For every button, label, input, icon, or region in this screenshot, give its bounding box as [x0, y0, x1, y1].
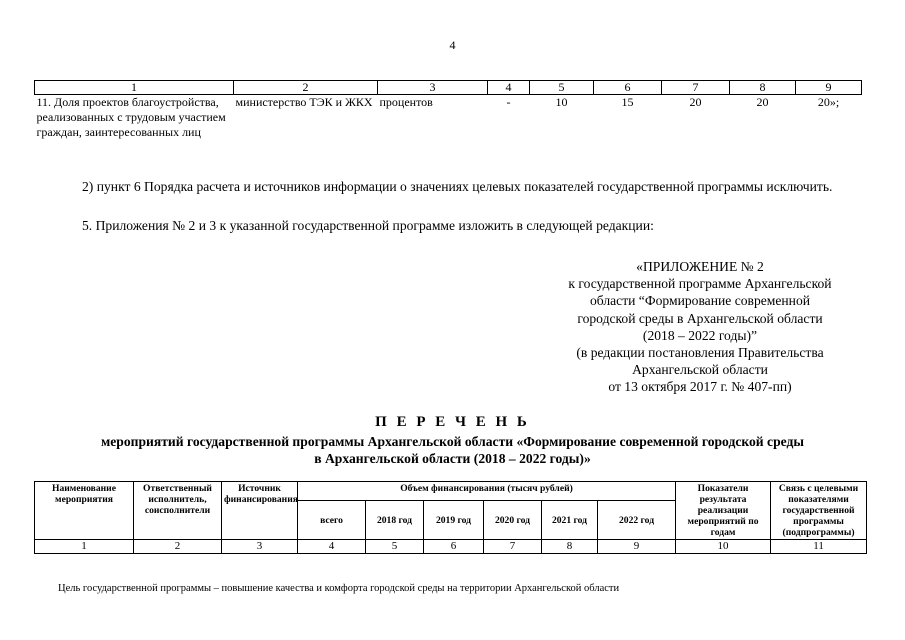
- header-executor: Ответственный исполнитель, соисполнители: [134, 482, 222, 540]
- column-number: 7: [484, 540, 542, 554]
- indicators-table: [34, 80, 862, 140]
- column-number: 9: [796, 81, 862, 95]
- column-number: 9: [598, 540, 676, 554]
- value-2022-cell: 20»;: [817, 95, 840, 109]
- value-2018-cell: 10: [555, 95, 568, 109]
- page-number: 4: [449, 38, 456, 52]
- header-year-2018: 2018 год: [366, 501, 424, 540]
- column-number: 1: [35, 81, 234, 95]
- appendix-line: от 13 октября 2017 г. № 407-пп): [608, 379, 792, 395]
- appendix-line: «ПРИЛОЖЕНИЕ № 2: [636, 259, 764, 274]
- header-funding-volume: Объем финансирования (тысяч рублей): [298, 482, 676, 501]
- column-number: 2: [234, 81, 378, 95]
- program-goal: Цель государственной программы – повышение качества и комфорта городской среды на территории Архангельской области: [58, 583, 620, 594]
- table-header-row: [35, 482, 867, 501]
- appendix-line: городской среды в Архангельской области: [577, 310, 823, 326]
- subtitle-line: мероприятий государственной программы Архангельской области «Формирование современной городской среды: [101, 434, 804, 449]
- appendix-header: [520, 258, 880, 396]
- header-measure-name: Наименование мероприятия: [35, 482, 134, 540]
- header-year-2019: 2019 год: [424, 501, 484, 540]
- value-2021-cell: 20: [756, 95, 769, 109]
- appendix-line: к государственной программе Архангельской: [568, 276, 832, 292]
- subtitle-line: в Архангельской области (2018 – 2022 годы)»: [314, 451, 591, 466]
- column-number: 8: [730, 81, 796, 95]
- header-year-2021: 2021 год: [542, 501, 598, 540]
- header-year-2022: 2022 год: [598, 501, 676, 540]
- header-target-link: Связь с целевыми показателями государственной программы (подпрограммы): [771, 482, 867, 540]
- column-numbers-row: [35, 540, 867, 554]
- column-number: 5: [530, 81, 594, 95]
- column-number: 7: [662, 81, 730, 95]
- value-2020-cell: 20: [689, 95, 702, 109]
- document-title: П Е Р Е Ч Е Н Ь: [375, 414, 530, 430]
- column-number: 1: [35, 540, 134, 554]
- value-2019-cell: 15: [621, 95, 634, 109]
- measures-table: [34, 481, 867, 554]
- column-number: 5: [366, 540, 424, 554]
- header-funding-source: Источник финансирования: [222, 482, 298, 540]
- appendix-line: области “Формирование современной: [589, 293, 811, 309]
- column-number: 8: [542, 540, 598, 554]
- column-number: 3: [222, 540, 298, 554]
- document-subtitle: [40, 433, 865, 467]
- column-number: 6: [594, 81, 662, 95]
- appendix-line: Архангельской области: [632, 362, 768, 378]
- column-number: 4: [298, 540, 366, 554]
- unit-cell: процентов: [379, 95, 433, 109]
- column-number: 10: [676, 540, 771, 554]
- column-number: 6: [424, 540, 484, 554]
- column-number: 2: [134, 540, 222, 554]
- header-results: Показатели результата реализации мероприятий по годам: [676, 482, 771, 540]
- appendix-line: (в редакции постановления Правительства: [576, 345, 824, 361]
- column-number: 3: [378, 81, 488, 95]
- executor-cell: министерство ТЭК и ЖКХ: [235, 95, 373, 109]
- table-header-row: [35, 81, 862, 95]
- header-year-2020: 2020 год: [484, 501, 542, 540]
- column-number: 4: [488, 81, 530, 95]
- base-value-cell: -: [506, 95, 511, 109]
- paragraph-appendix-change: 5. Приложения № 2 и 3 к указанной государственной программе изложить в следующей редакции:: [82, 218, 654, 233]
- appendix-line: (2018 – 2022 годы)”: [642, 327, 758, 343]
- column-number: 11: [771, 540, 867, 554]
- header-total: всего: [298, 501, 366, 540]
- table-row: [35, 95, 862, 141]
- indicator-name: 11. Доля проектов благоустройства, реализованных с трудовым участием граждан, заинтересованных лиц: [36, 95, 226, 139]
- paragraph-exclude-item: 2) пункт 6 Порядка расчета и источников информации о значениях целевых показателей государственной программы исключить.: [82, 179, 833, 194]
